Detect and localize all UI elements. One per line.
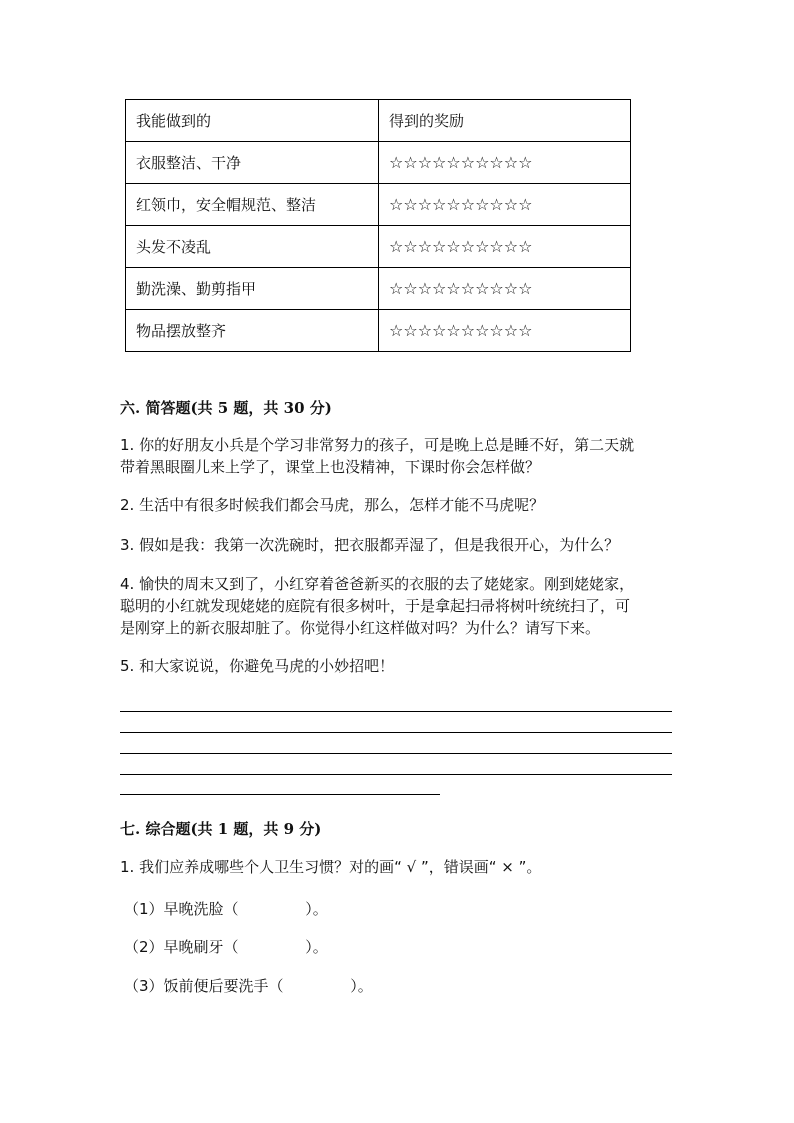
table-row [126,184,631,226]
question-2 [120,494,680,516]
habit-item-3: （3）饭前便后要洗手（ ）。 [124,977,373,995]
question-1 [120,434,680,478]
question-5-line-1: 5. 和大家说说，你避免马虎的小妙招吧！ [120,657,395,675]
behavior-cell: 勤洗澡、勤剪指甲 [126,268,379,310]
behavior-cell: 头发不凌乱 [126,226,379,268]
question-2-line-1: 2. 生活中有很多时候我们都会马虎，那么，怎样才能不马虎呢？ [120,496,545,514]
star-rating: ☆☆☆☆☆☆☆☆☆☆ [379,184,631,226]
habit-item-2: （2）早晚刷牙（ ）。 [124,938,328,956]
section-6-title: 六. 简答题(共 5 题，共 30 分) [120,399,332,417]
behavior-cell: 衣服整洁、干净 [126,142,379,184]
table-row [126,310,631,352]
question-3 [120,534,680,556]
answer-line[interactable] [120,794,440,795]
reward-table [125,99,631,352]
header-behavior: 我能做到的 [126,100,379,142]
table-row [126,268,631,310]
section-7-question: 1. 我们应养成哪些个人卫生习惯？对的画“ √ ”，错误画“ × ”。 [120,858,542,876]
table-row [126,226,631,268]
habit-item-1: （1）早晚洗脸（ ）。 [124,900,328,918]
answer-line[interactable] [120,732,672,733]
behavior-cell: 物品摆放整齐 [126,310,379,352]
table-header-row [126,100,631,142]
question-4-line-3: 是刚穿上的新衣服却脏了。你觉得小红这样做对吗？为什么？请写下来。 [120,619,601,637]
question-1-line-1: 1. 你的好朋友小兵是个学习非常努力的孩子，可是晚上总是睡不好，第二天就 [120,436,635,454]
question-4 [120,573,680,639]
question-3-line-1: 3. 假如是我：我第一次洗碗时，把衣服都弄湿了，但是我很开心，为什么？ [120,536,620,554]
star-rating: ☆☆☆☆☆☆☆☆☆☆ [379,142,631,184]
behavior-cell: 红领巾，安全帽规范、整洁 [126,184,379,226]
answer-line[interactable] [120,711,672,712]
header-reward: 得到的奖励 [379,100,631,142]
table-row [126,142,631,184]
star-rating: ☆☆☆☆☆☆☆☆☆☆ [379,310,631,352]
question-1-line-2: 带着黑眼圈儿来上学了，课堂上也没精神，下课时你会怎样做？ [120,458,541,476]
question-4-line-1: 4. 愉快的周末又到了，小红穿着爸爸新买的衣服的去了姥姥家。刚到姥姥家， [120,575,635,593]
question-4-line-2: 聪明的小红就发现姥姥的庭院有很多树叶，于是拿起扫帚将树叶统统扫了，可 [120,597,631,615]
star-rating: ☆☆☆☆☆☆☆☆☆☆ [379,268,631,310]
answer-line[interactable] [120,774,672,775]
star-rating: ☆☆☆☆☆☆☆☆☆☆ [379,226,631,268]
question-5 [120,655,680,677]
section-7-title: 七. 综合题(共 1 题，共 9 分) [120,820,322,838]
answer-line[interactable] [120,753,672,754]
